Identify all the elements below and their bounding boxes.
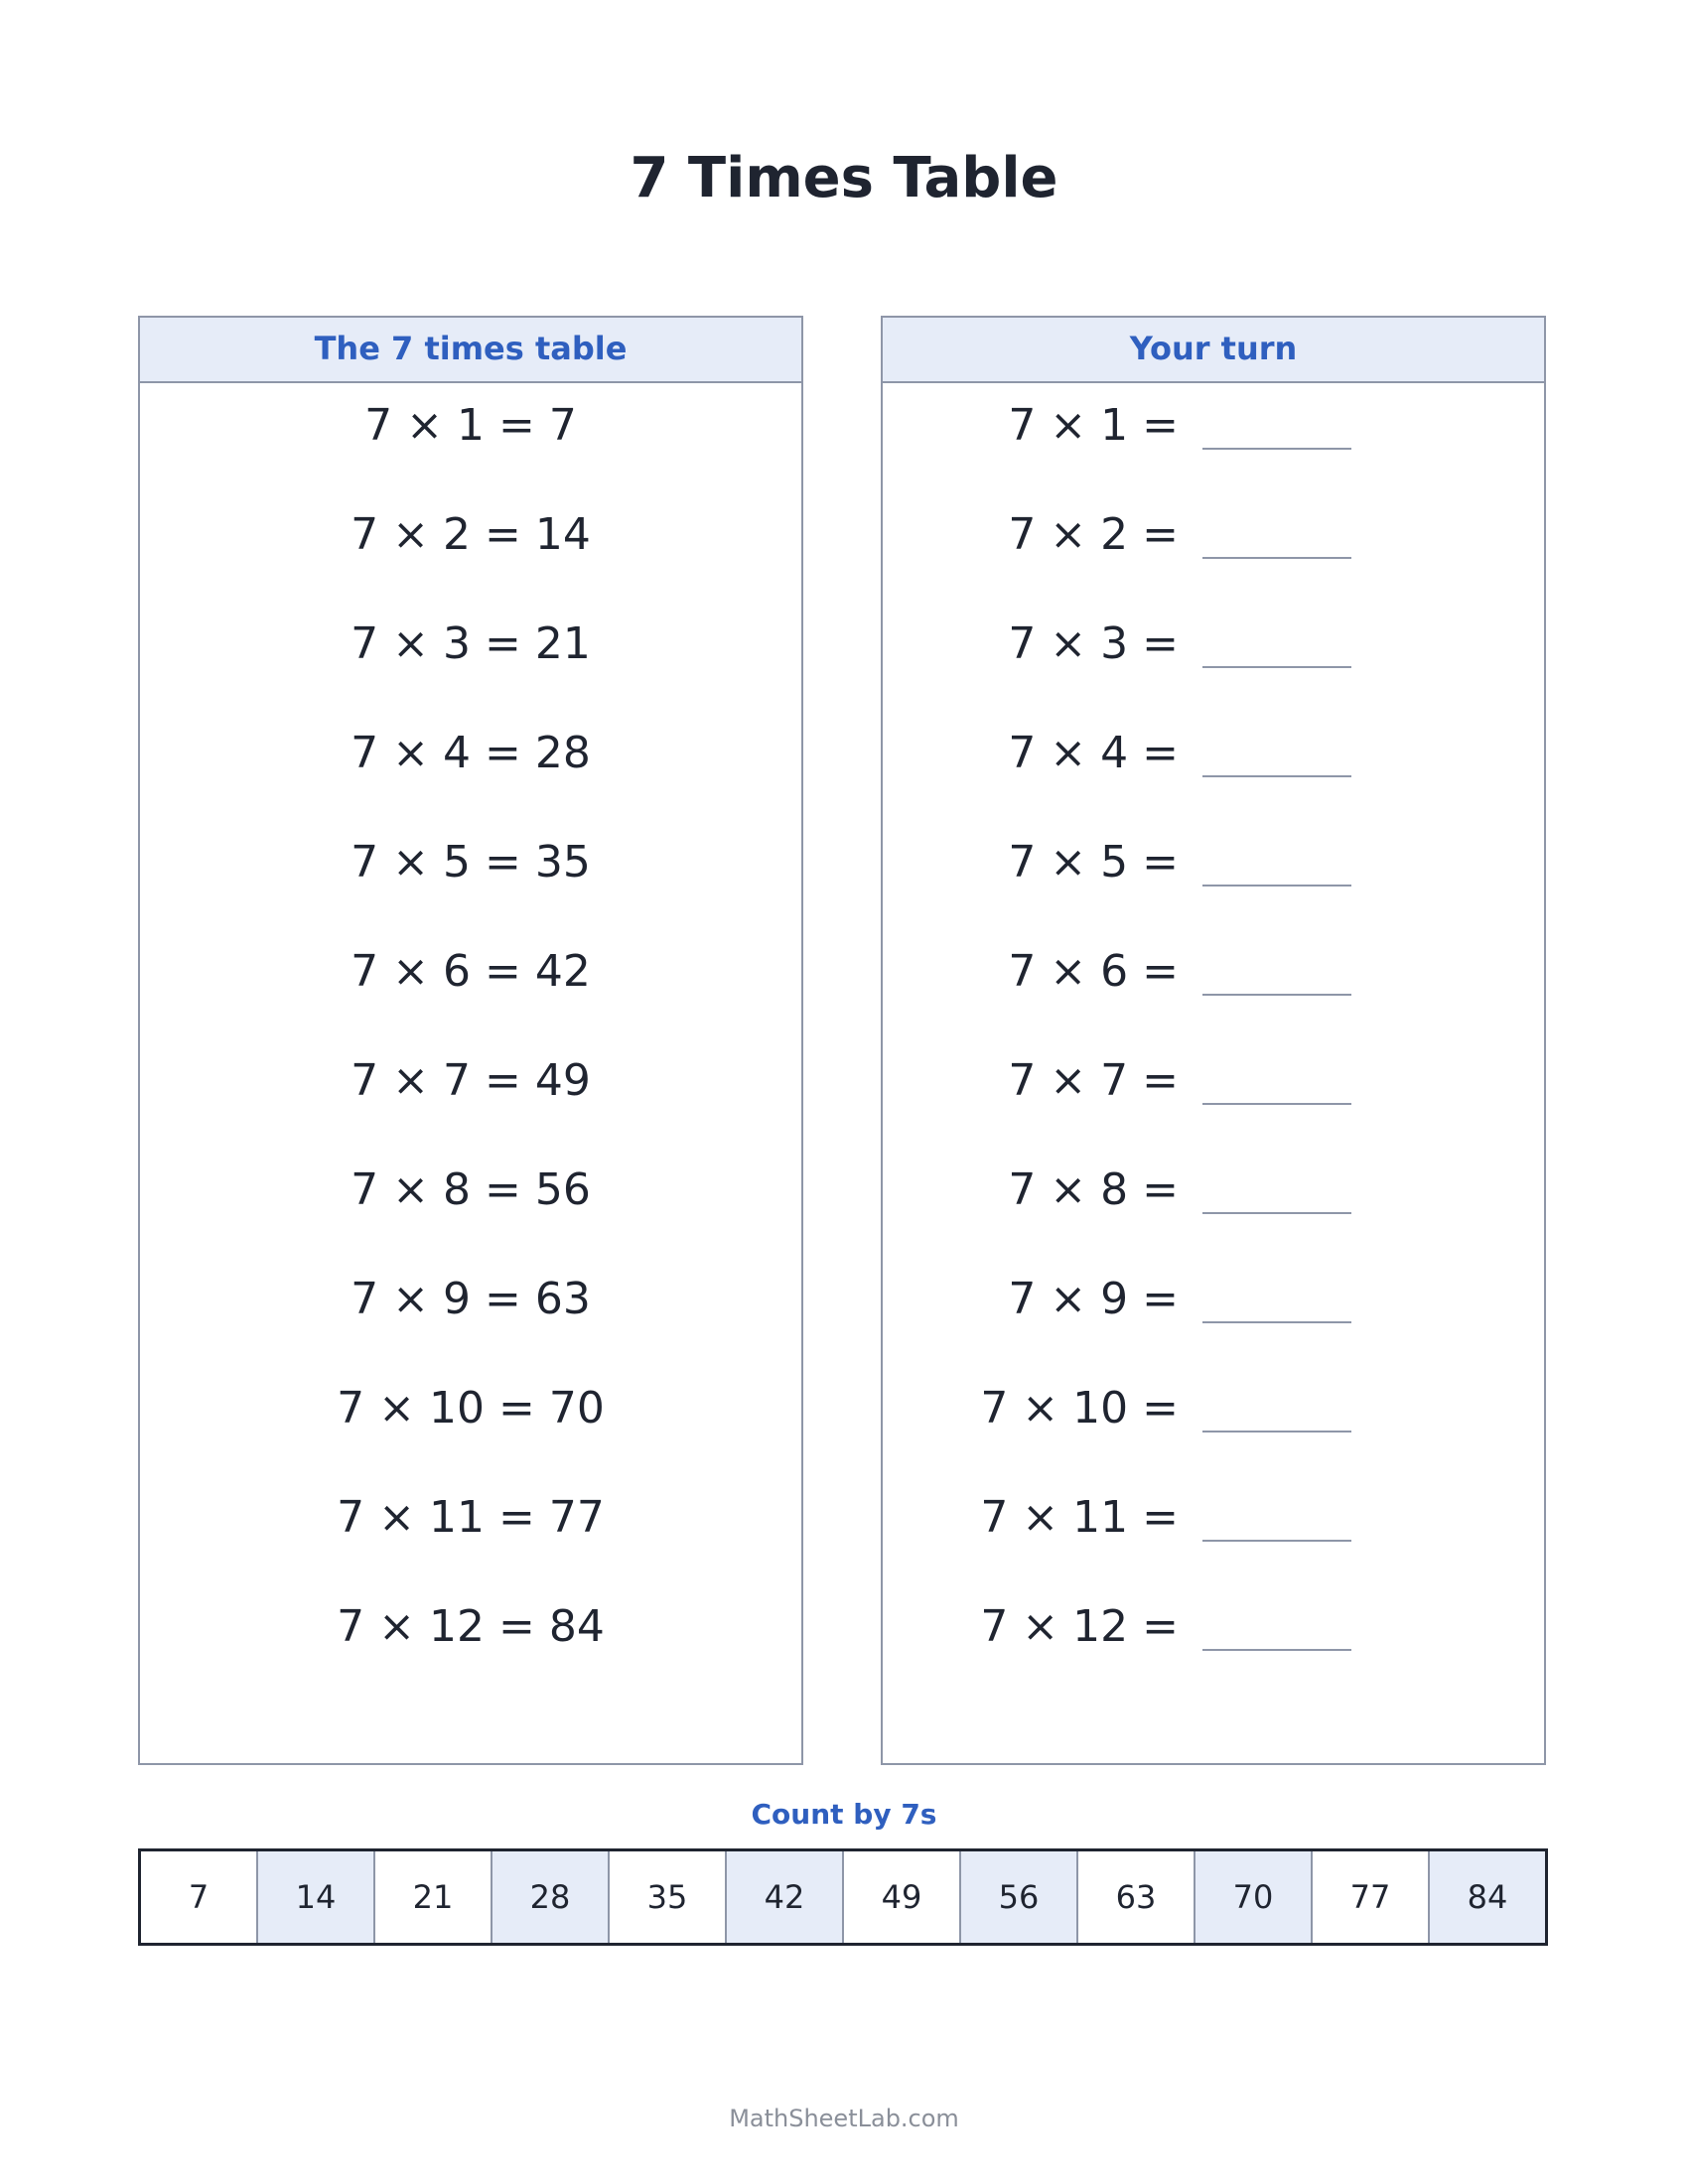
count-by-strip bbox=[138, 1848, 1548, 1946]
answer-blank[interactable] bbox=[1202, 1649, 1351, 1651]
equation-text: 7 × 9 = 63 bbox=[351, 1274, 591, 1324]
count-cell: 42 bbox=[725, 1851, 842, 1943]
times-table-row bbox=[140, 495, 801, 575]
practice-row bbox=[883, 714, 1544, 793]
practice-question: 7 × 5 = bbox=[1008, 837, 1179, 887]
practice-row bbox=[883, 1587, 1544, 1667]
count-by-label: Count by 7s bbox=[751, 1798, 937, 1831]
count-cell: 77 bbox=[1311, 1851, 1428, 1943]
times-table-row bbox=[140, 714, 801, 793]
count-cell: 14 bbox=[256, 1851, 373, 1943]
count-cell: 56 bbox=[959, 1851, 1076, 1943]
practice-question: 7 × 12 = bbox=[980, 1601, 1179, 1652]
practice-row bbox=[883, 1478, 1544, 1558]
practice-row bbox=[883, 386, 1544, 466]
count-cell: 35 bbox=[608, 1851, 725, 1943]
equation-text: 7 × 7 = 49 bbox=[351, 1055, 591, 1106]
answer-blank[interactable] bbox=[1202, 448, 1351, 450]
answer-blank[interactable] bbox=[1202, 885, 1351, 887]
answer-blank[interactable] bbox=[1202, 1540, 1351, 1542]
equation-text: 7 × 4 = 28 bbox=[351, 728, 591, 778]
equation-text: 7 × 6 = 42 bbox=[351, 946, 591, 997]
times-table-row bbox=[140, 1369, 801, 1448]
practice-question: 7 × 6 = bbox=[1008, 946, 1179, 997]
practice-row bbox=[883, 932, 1544, 1012]
practice-question: 7 × 3 = bbox=[1008, 618, 1179, 669]
practice-row bbox=[883, 605, 1544, 684]
practice-row bbox=[883, 1041, 1544, 1121]
count-cell: 21 bbox=[373, 1851, 491, 1943]
equation-text: 7 × 3 = 21 bbox=[351, 618, 591, 669]
practice-row bbox=[883, 1369, 1544, 1448]
practice-question: 7 × 7 = bbox=[1008, 1055, 1179, 1106]
practice-question: 7 × 1 = bbox=[1008, 400, 1179, 451]
count-cell: 28 bbox=[491, 1851, 608, 1943]
practice-question: 7 × 11 = bbox=[980, 1492, 1179, 1543]
answer-blank[interactable] bbox=[1202, 1212, 1351, 1214]
equation-text: 7 × 1 = 7 bbox=[364, 400, 577, 451]
answer-blank[interactable] bbox=[1202, 1103, 1351, 1105]
times-table-row bbox=[140, 1587, 801, 1667]
equation-text: 7 × 10 = 70 bbox=[337, 1383, 605, 1433]
equation-text: 7 × 11 = 77 bbox=[337, 1492, 605, 1543]
practice-question: 7 × 9 = bbox=[1008, 1274, 1179, 1324]
times-table-row bbox=[140, 386, 801, 466]
times-table-row bbox=[140, 1151, 801, 1230]
answer-blank[interactable] bbox=[1202, 666, 1351, 668]
answer-blank[interactable] bbox=[1202, 557, 1351, 559]
times-table-heading: The 7 times table bbox=[140, 318, 801, 383]
answer-blank[interactable] bbox=[1202, 775, 1351, 777]
equation-text: 7 × 12 = 84 bbox=[337, 1601, 605, 1652]
practice-row bbox=[883, 495, 1544, 575]
equation-text: 7 × 8 = 56 bbox=[351, 1164, 591, 1215]
answer-blank[interactable] bbox=[1202, 1321, 1351, 1323]
count-cell: 7 bbox=[188, 1878, 210, 1916]
answer-blank[interactable] bbox=[1202, 994, 1351, 996]
equation-text: 7 × 5 = 35 bbox=[351, 837, 591, 887]
times-table-row bbox=[140, 932, 801, 1012]
count-cell: 49 bbox=[842, 1851, 959, 1943]
footer-site-name: MathSheetLab.com bbox=[729, 2105, 959, 2132]
practice-row bbox=[883, 1260, 1544, 1339]
your-turn-heading: Your turn bbox=[883, 318, 1544, 383]
times-table-row bbox=[140, 1041, 801, 1121]
times-table-row bbox=[140, 605, 801, 684]
equation-text: 7 × 2 = 14 bbox=[351, 509, 591, 560]
times-table-panel bbox=[138, 316, 803, 1765]
answer-blank[interactable] bbox=[1202, 1431, 1351, 1433]
practice-row bbox=[883, 1151, 1544, 1230]
times-table-row bbox=[140, 1260, 801, 1339]
count-cell: 84 bbox=[1428, 1851, 1545, 1943]
practice-question: 7 × 8 = bbox=[1008, 1164, 1179, 1215]
practice-question: 7 × 2 = bbox=[1008, 509, 1179, 560]
times-table-row bbox=[140, 1478, 801, 1558]
practice-row bbox=[883, 823, 1544, 902]
your-turn-panel bbox=[881, 316, 1546, 1765]
count-cell: 63 bbox=[1076, 1851, 1194, 1943]
practice-question: 7 × 4 = bbox=[1008, 728, 1179, 778]
count-cell: 70 bbox=[1194, 1851, 1311, 1943]
page-title: 7 Times Table bbox=[630, 146, 1058, 210]
times-table-row bbox=[140, 823, 801, 902]
practice-question: 7 × 10 = bbox=[980, 1383, 1179, 1433]
